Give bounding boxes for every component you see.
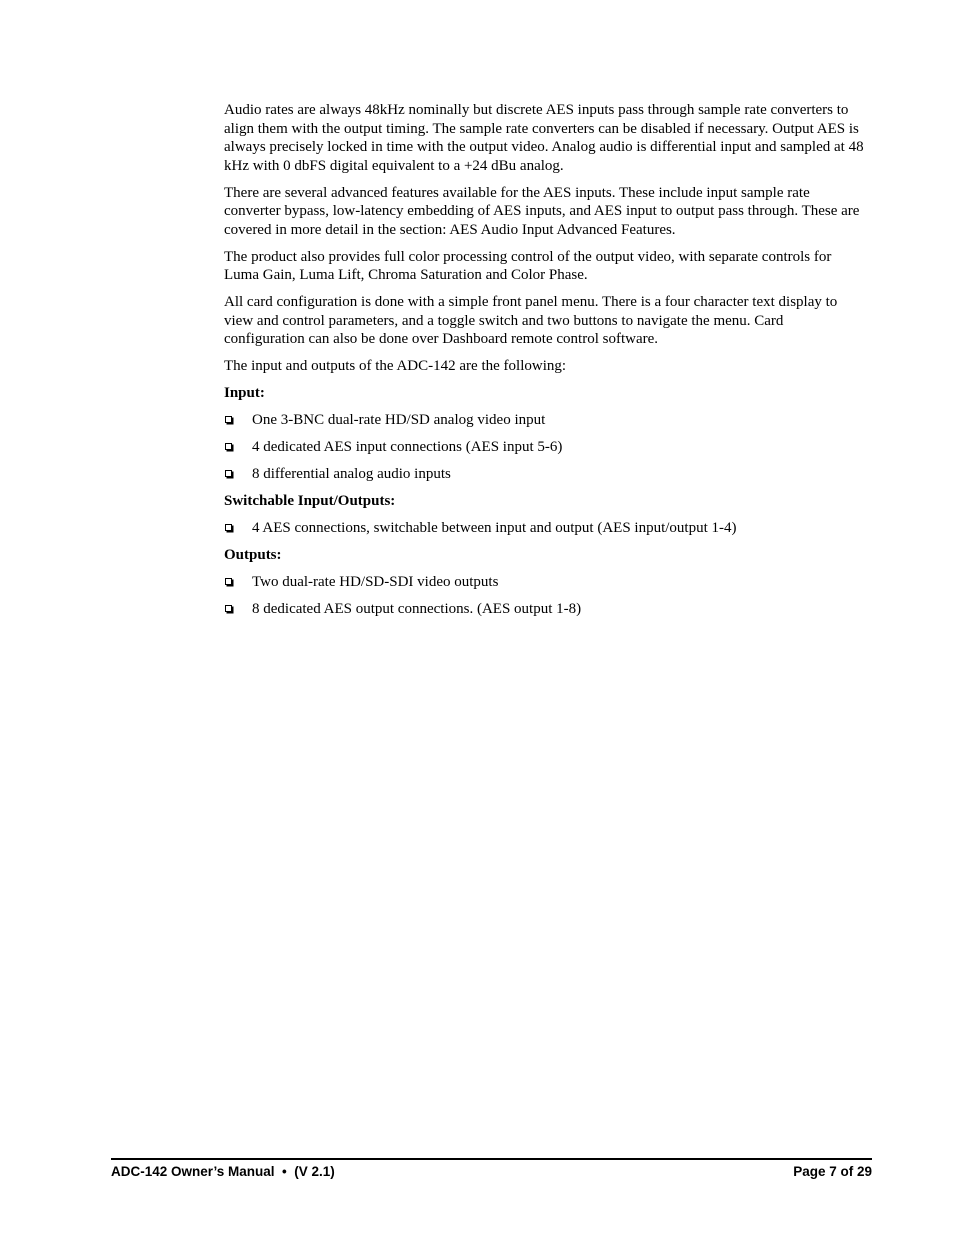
list-item-text: 4 AES connections, switchable between input and output (AES input/output 1-4): [252, 520, 737, 536]
list-item: [224, 600, 864, 619]
checkbox-bullet-icon: [225, 605, 232, 612]
list-item-text: 4 dedicated AES input connections (AES input 5-6): [252, 439, 563, 455]
checkbox-bullet-icon: [225, 524, 232, 531]
list-item: [224, 465, 864, 484]
checkbox-bullet-icon: [225, 470, 232, 477]
section-heading-input: Input:: [224, 385, 265, 401]
section-heading-switchable: Switchable Input/Outputs:: [224, 493, 396, 509]
section-heading-outputs: Outputs:: [224, 547, 282, 563]
paragraph-color-processing: The product also provides full color processing control of the output video, with separate controls for Luma Gain, Luma Lift, Chroma Saturation and Color Phase.: [224, 248, 832, 283]
list-item-text: 8 dedicated AES output connections. (AES output 1-8): [252, 601, 582, 617]
list-item: [224, 411, 864, 430]
list-item-text: One 3-BNC dual-rate HD/SD analog video input: [252, 412, 546, 428]
footer-manual-title: ADC-142 Owner’s Manual • (V 2.1): [111, 1164, 335, 1179]
list-item: [224, 573, 864, 592]
document-body: [224, 101, 864, 627]
list-item-text: 8 differential analog audio inputs: [252, 466, 451, 482]
paragraph-audio-rates: Audio rates are always 48kHz nominally but discrete AES inputs pass through sample rate converters to align them with the output timing. The sample rate converters can be disabled if necessary. Output AES is always precisely locked in time with the output video. Analog audio is differential input and sampled at 48 kHz with 0 dbFS digital equivalent to a +24 dBu analog.: [224, 102, 864, 174]
paragraph-card-configuration: All card configuration is done with a simple front panel menu. There is a four character text display to view and control parameters, and a toggle switch and two buttons to navigate the menu. Card configuration can also be done over Dashboard remote control software.: [224, 294, 838, 347]
paragraph-advanced-features: There are several advanced features available for the AES inputs. These include input sample rate converter bypass, low-latency embedding of AES inputs, and AES input to output pass through. These are covered in more detail in the section: AES Audio Input Advanced Features.: [224, 184, 860, 238]
list-item: [224, 519, 864, 538]
page-footer: [111, 1158, 872, 1179]
checkbox-bullet-icon: [225, 578, 232, 585]
list-item-text: Two dual-rate HD/SD-SDI video outputs: [252, 574, 499, 590]
checkbox-bullet-icon: [225, 416, 232, 423]
footer-page-number: Page 7 of 29: [793, 1164, 872, 1179]
paragraph-io-intro: The input and outputs of the ADC-142 are the following:: [224, 358, 567, 374]
checkbox-bullet-icon: [225, 443, 232, 450]
list-item: [224, 438, 864, 457]
